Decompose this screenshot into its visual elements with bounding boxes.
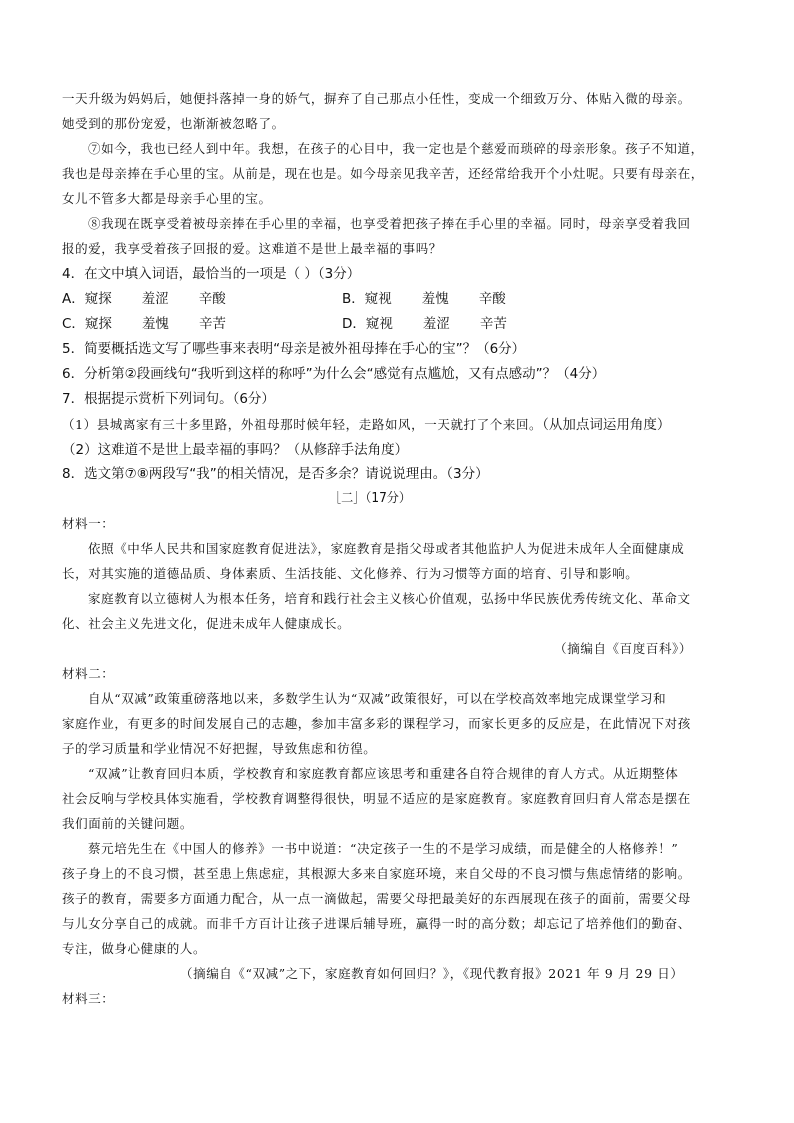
paragraph-line: ⑧我现在既享受着被母亲捧在手心里的幸福，也享受着把孩子捧在手心里的幸福。同时，母亲享受着我回 [88,216,691,231]
option-a [62,289,226,309]
paragraph-line: 孩子的教育，需要多方面通力配合，从一点一滴做起，需要父母把最美好的东西展现在孩子的面前，需要父母 [62,891,691,906]
option-word: 辛酸 [478,291,506,307]
paragraph-line: 女儿不管多大都是母亲手心里的宝。 [62,191,272,206]
source-citation: （摘编自《百度百科》） [554,641,692,656]
option-letter: A． [62,291,85,307]
option-letter: B． [342,291,365,307]
question-5: 5．简要概括选文写了哪些事来表明“母亲是被外祖母捧在手心的宝”？（6分） [62,341,526,357]
option-letter: C． [62,316,85,332]
paragraph-line: 蔡元培先生在《中国人的修养》一书中说道：“决定孩子一生的不是学习成绩，而是健全的人格修养！” [88,841,679,856]
question-8: 8．选文第⑦⑧两段写“我”的相关情况，是否多余？请说说理由。（3分） [62,466,489,482]
option-c [62,314,226,334]
option-b [342,289,506,309]
option-word: 羞涩 [422,316,450,332]
paragraph-line: 子的学习质量和学业情况不好把握，导致焦虑和彷徨。 [62,741,377,756]
option-d [342,314,507,334]
section-heading: ［二］（17分） [328,491,412,506]
material-2-label: 材料二： [62,666,115,681]
paragraph-line: 一天升级为妈妈后，她便抖落掉一身的娇气，摒弃了自己那点小任性，变成一个细致万分、体贴入微的母亲。 [62,91,691,106]
paragraph-line: 家庭教育以立德树人为根本任务，培育和践行社会主义核心价值观，弘扬中华民族优秀传统文化、革命文 [88,591,691,606]
option-word: 辛酸 [198,291,226,307]
question-6: 6．分析第②段画线句“我听到这样的称呼”为什么会“感觉有点尴尬，又有点感动”？（4分） [62,366,606,382]
paragraph-line: 我也是母亲捧在手心里的宝。从前是，现在也是。如今母亲见我辛苦，还经常给我开个小灶呢。只要有母亲在， [62,166,704,181]
material-3-label: 材料三： [62,991,115,1006]
paragraph-line: ⑦如今，我也已经人到中年。我想，在孩子的心目中，我一定也是个慈爱而琐碎的母亲形象。孩子不知道， [88,141,704,156]
sentence: （2）这难道不是世上最幸福的事吗？ [62,442,287,458]
sentence: （1）县城离家有三十多里路，外祖母那时候年轻，走路如风，一天就打了个来回。 [62,417,543,432]
hint: （从修辞手法角度） [286,442,409,458]
question-4-stem: 4．在文中填入词语，最恰当的一项是（ ）（3分） [62,266,361,282]
question-7-item-1 [62,414,670,435]
paragraph-line: 依照《中华人民共和国家庭教育促进法》，家庭教育是指父母或者其他监护人为促进未成年人全面健康成 [88,541,685,556]
option-word: 羞愧 [421,291,449,307]
paragraph-line: 专注，做身心健康的人。 [62,941,207,956]
paragraph-line: 化、社会主义先进文化，促进未成年人健康成长。 [62,616,351,631]
paragraph-line: 她受到的那份宠爱，也渐渐被忽略了。 [62,116,285,131]
option-word: 辛苦 [479,316,507,332]
option-word: 羞愧 [141,316,169,332]
paragraph-line: 自从“双减”政策重磅落地以来，多数学生认为“双减”政策很好，可以在学校高效率地完成课堂学习和 [88,691,667,706]
question-7-stem: 7．根据提示赏析下列词句。（6分） [62,391,275,407]
paragraph-line: “双减”让教育回归本质，学校教育和家庭教育都应该思考和重建各自符合规律的育人方式。从近期整体 [88,766,679,781]
option-word: 窥视 [365,316,393,332]
option-word: 窥探 [84,316,112,332]
paragraph-line: 长，对其实施的道德品质、身体素质、生活技能、文化修养、行为习惯等方面的培育、引导和影响。 [62,566,639,581]
option-word: 窥探 [84,291,112,307]
source-citation: （摘编自《“双减”之下，家庭教育如何回归？》，《现代教育报》2021 年 9 月 29 日） [180,966,684,981]
option-letter: D． [342,316,366,332]
material-1-label: 材料一： [62,516,115,531]
paragraph-line: 社会反响与学校具体实施看，学校教育调整得很快，明显不适应的是家庭教育。家庭教育回归育人常态是摆在 [62,791,691,806]
paragraph-line: 报的爱，我享受着孩子回报的爱。这难道不是世上最幸福的事吗？ [62,241,442,256]
paragraph-line: 我们面前的关键问题。 [62,816,194,831]
paragraph-line: 与儿女分享自己的成就。而非千方百计让孩子进课后辅导班，赢得一时的高分数；却忘记了培养他们的勤奋、 [62,916,691,931]
paragraph-line: 家庭作业，有更多的时间发展自己的志趣，参加丰富多彩的课程学习，而家长更多的反应是，在此情况下对孩 [62,716,691,731]
option-word: 羞涩 [141,291,169,307]
question-7-item-2 [62,439,408,460]
paragraph-line: 孩子身上的不良习惯，甚至患上焦虑症，其根源大多来自家庭环境，来自父母的不良习惯与焦虑情绪的影响。 [62,866,691,881]
option-word: 辛苦 [198,316,226,332]
hint: （从加点词运用角度） [542,417,671,433]
option-word: 窥视 [364,291,392,307]
